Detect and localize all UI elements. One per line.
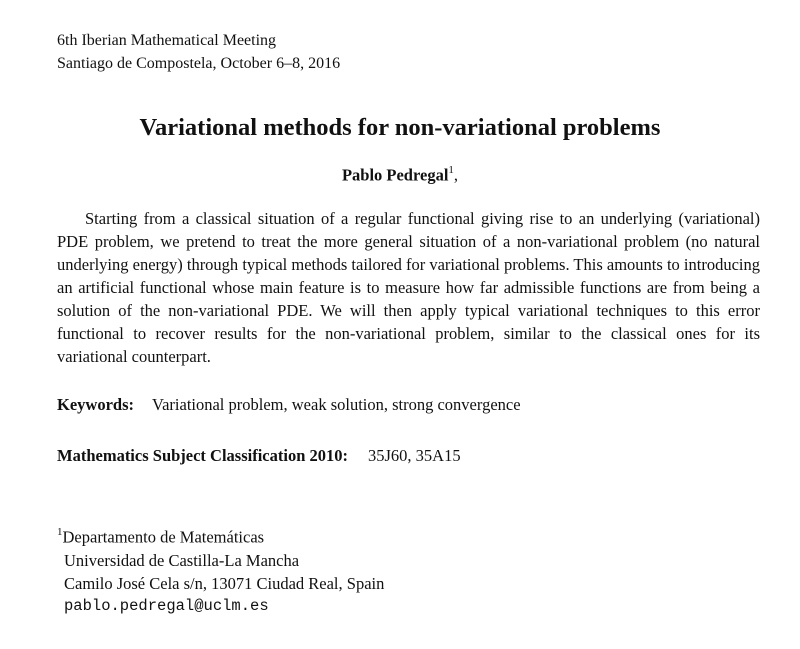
conference-name: 6th Iberian Mathematical Meeting [57, 32, 277, 49]
author-line [0, 165, 800, 186]
keywords-label: Keywords: [57, 395, 134, 414]
keywords-value: Variational problem, weak solution, strong convergence [152, 395, 521, 414]
author-separator: , [453, 165, 459, 185]
msc-value: 35J60, 35A15 [368, 446, 461, 465]
conference-location-date: Santiago de Compostela, October 6–8, 2016 [57, 55, 341, 72]
paper-title: Variational methods for non-variational problems [139, 114, 661, 141]
affiliation-footnote-mark: 1 [57, 526, 63, 538]
conference-header [57, 29, 340, 75]
affiliation-department: Departamento de Matemáticas [62, 527, 265, 547]
abstract-paragraph: Starting from a classical situation of a regular functional giving rise to an underlying (variational) PDE problem, we pretend to treat the more general situation of a non-variational problem (no natural underlying energy) through typical methods tailored for variational problems. This amounts to introducing an artificial functional whose main feature is to measure how far admissible functions are from being a solution of the non-variational PDE. We will then apply typical variational techniques to this error functional to recover results for the non-variational problem, similar to the classical ones for its variational counterpart. [57, 209, 760, 366]
msc-line [57, 446, 461, 466]
msc-label: Mathematics Subject Classification 2010: [57, 446, 349, 465]
affiliation-address: Camilo José Cela s/n, 13071 Ciudad Real, Spain [64, 573, 385, 593]
author-name: Pablo Pedregal [341, 165, 449, 185]
keywords-line [57, 395, 521, 415]
author-email[interactable]: pablo.pedregal@uclm.es [64, 596, 269, 615]
author-footnote-mark: 1 [448, 164, 454, 176]
affiliation-university: Universidad de Castilla-La Mancha [64, 550, 300, 570]
affiliation-block [57, 522, 384, 618]
